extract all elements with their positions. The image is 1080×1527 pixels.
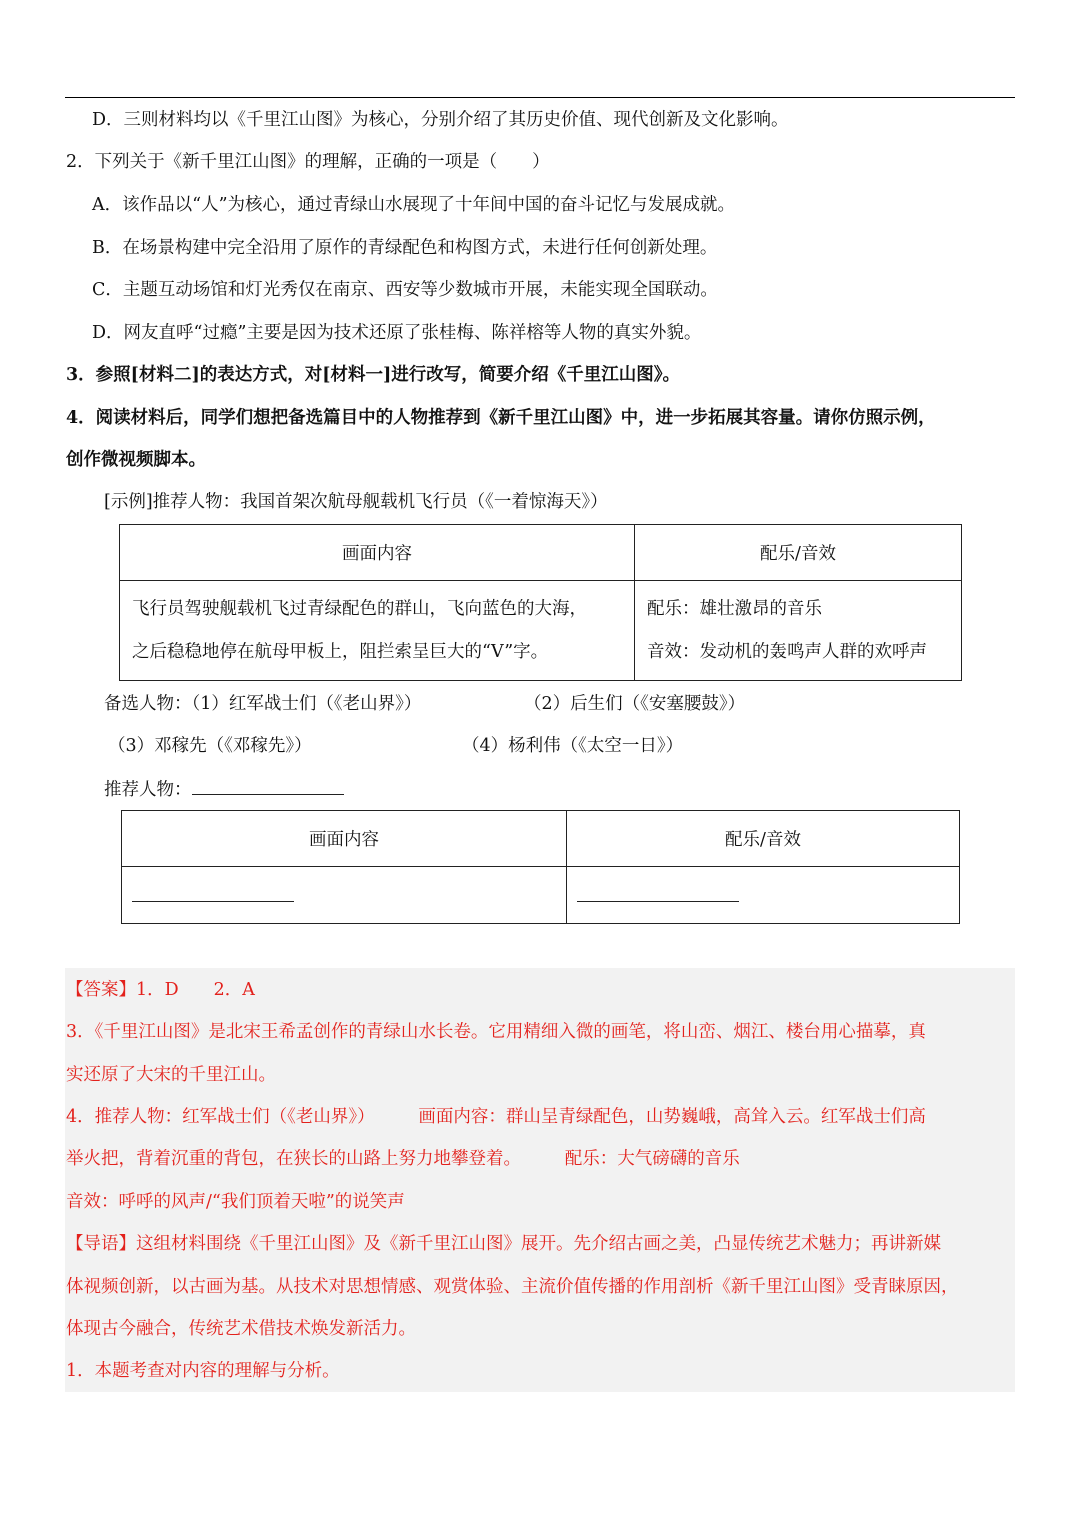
example-header-music: 配乐/音效 [635,525,962,581]
candidate-4: （4）杨利伟（《太空一日》） [462,736,684,756]
example-header-picture: 画面内容 [120,525,635,581]
q3-stem: 3．参照[材料二]的表达方式，对[材料一]进行改写，简要介绍《千里江山图》。 [66,365,681,385]
answer-q3-line: 实还原了大宋的千里江山。 [66,1065,276,1085]
answer-music-cell[interactable] [567,867,960,924]
picture-blank[interactable] [132,883,294,902]
q2-option-a: A．该作品以“人”为核心，通过青绿山水展现了十年间中国的奋斗记忆与发展成就。 [92,195,736,215]
example-picture-line: 飞行员驾驶舰载机飞过青绿配色的群山，飞向蓝色的大海， [132,598,587,619]
example-music-line: 音效：发动机的轰鸣声人群的欢呼声 [647,641,927,662]
guide-line: 体视频创新，以古画为基。从技术对思想情感、观赏体验、主流价值传播的作用剖析《新千里江山图》受青睐原因， [66,1277,959,1297]
recommend-label-text: 推荐人物： [104,780,192,800]
answer-table [121,810,960,924]
answer-q4-line: 音效：呼呼的风声/“我们顶着天啦”的说笑声 [66,1192,405,1212]
q4-stem-line1: 4．阅读材料后，同学们想把备选篇目中的人物推荐到《新千里江山图》中，进一步拓展其容量。请你仿照示例， [66,408,936,428]
example-intro: [示例]推荐人物：我国首架次航母舰载机飞行员（《一着惊海天》） [104,492,608,512]
q2-option-d: D．网友直呼“过瘾”主要是因为技术还原了张桂梅、陈祥榕等人物的真实外貌。 [92,323,702,343]
candidate-2: （2）后生们（《安塞腰鼓》） [524,694,746,714]
answer-picture-cell[interactable] [122,867,567,924]
q4-stem-line2: 创作微视频脚本。 [66,450,206,470]
candidate-3: （3）邓稼先（《邓稼先》） [108,736,312,756]
answer-line: 【答案】1．D 2．A [66,980,255,1000]
guide-line: 【导语】这组材料围绕《千里江山图》及《新千里江山图》展开。先介绍古画之美，凸显传统艺术魅力；再讲新媒 [66,1234,941,1254]
answer-header-music: 配乐/音效 [567,811,960,867]
recommend-blank[interactable] [192,776,344,795]
example-picture-cell [120,581,635,681]
q2-option-c: C．主题互动场馆和灯光秀仅在南京、西安等少数城市开展，未能实现全国联动。 [92,280,718,300]
example-table [119,524,962,681]
answer-q3-line: 3．《千里江山图》是北宋王希孟创作的青绿山水长卷。它用精细入微的画笔，将山峦、烟江、楼台用心描摹，真 [66,1022,926,1042]
music-blank[interactable] [577,883,739,902]
recommend-label [104,776,344,802]
example-music-cell [635,581,962,681]
analysis-1: 1．本题考查对内容的理解与分析。 [66,1361,340,1381]
example-picture-line: 之后稳稳地停在航母甲板上，阻拦索呈巨大的“V”字。 [132,641,549,662]
q1-option-d: D．三则材料均以《千里江山图》为核心，分别介绍了其历史价值、现代创新及文化影响。 [92,110,789,130]
example-music-line: 配乐：雄壮激昂的音乐 [647,598,822,619]
answer-header-picture: 画面内容 [122,811,567,867]
guide-line: 体现古今融合，传统艺术借技术焕发新活力。 [66,1319,416,1339]
q2-stem: 2．下列关于《新千里江山图》的理解，正确的一项是（ ） [66,152,550,172]
answer-q4-line: 4．推荐人物：红军战士们（《老山界》） 画面内容：群山呈青绿配色，山势巍峨，高耸入云。红军战士们高 [66,1107,926,1127]
candidate-1: 备选人物：（1）红军战士们（《老山界》） [104,694,422,714]
q2-option-b: B．在场景构建中完全沿用了原作的青绿配色和构图方式，未进行任何创新处理。 [92,238,718,258]
answer-q4-line: 举火把，背着沉重的背包，在狭长的山路上努力地攀登着。 配乐：大气磅礴的音乐 [66,1149,740,1169]
header-rule [65,97,1015,98]
